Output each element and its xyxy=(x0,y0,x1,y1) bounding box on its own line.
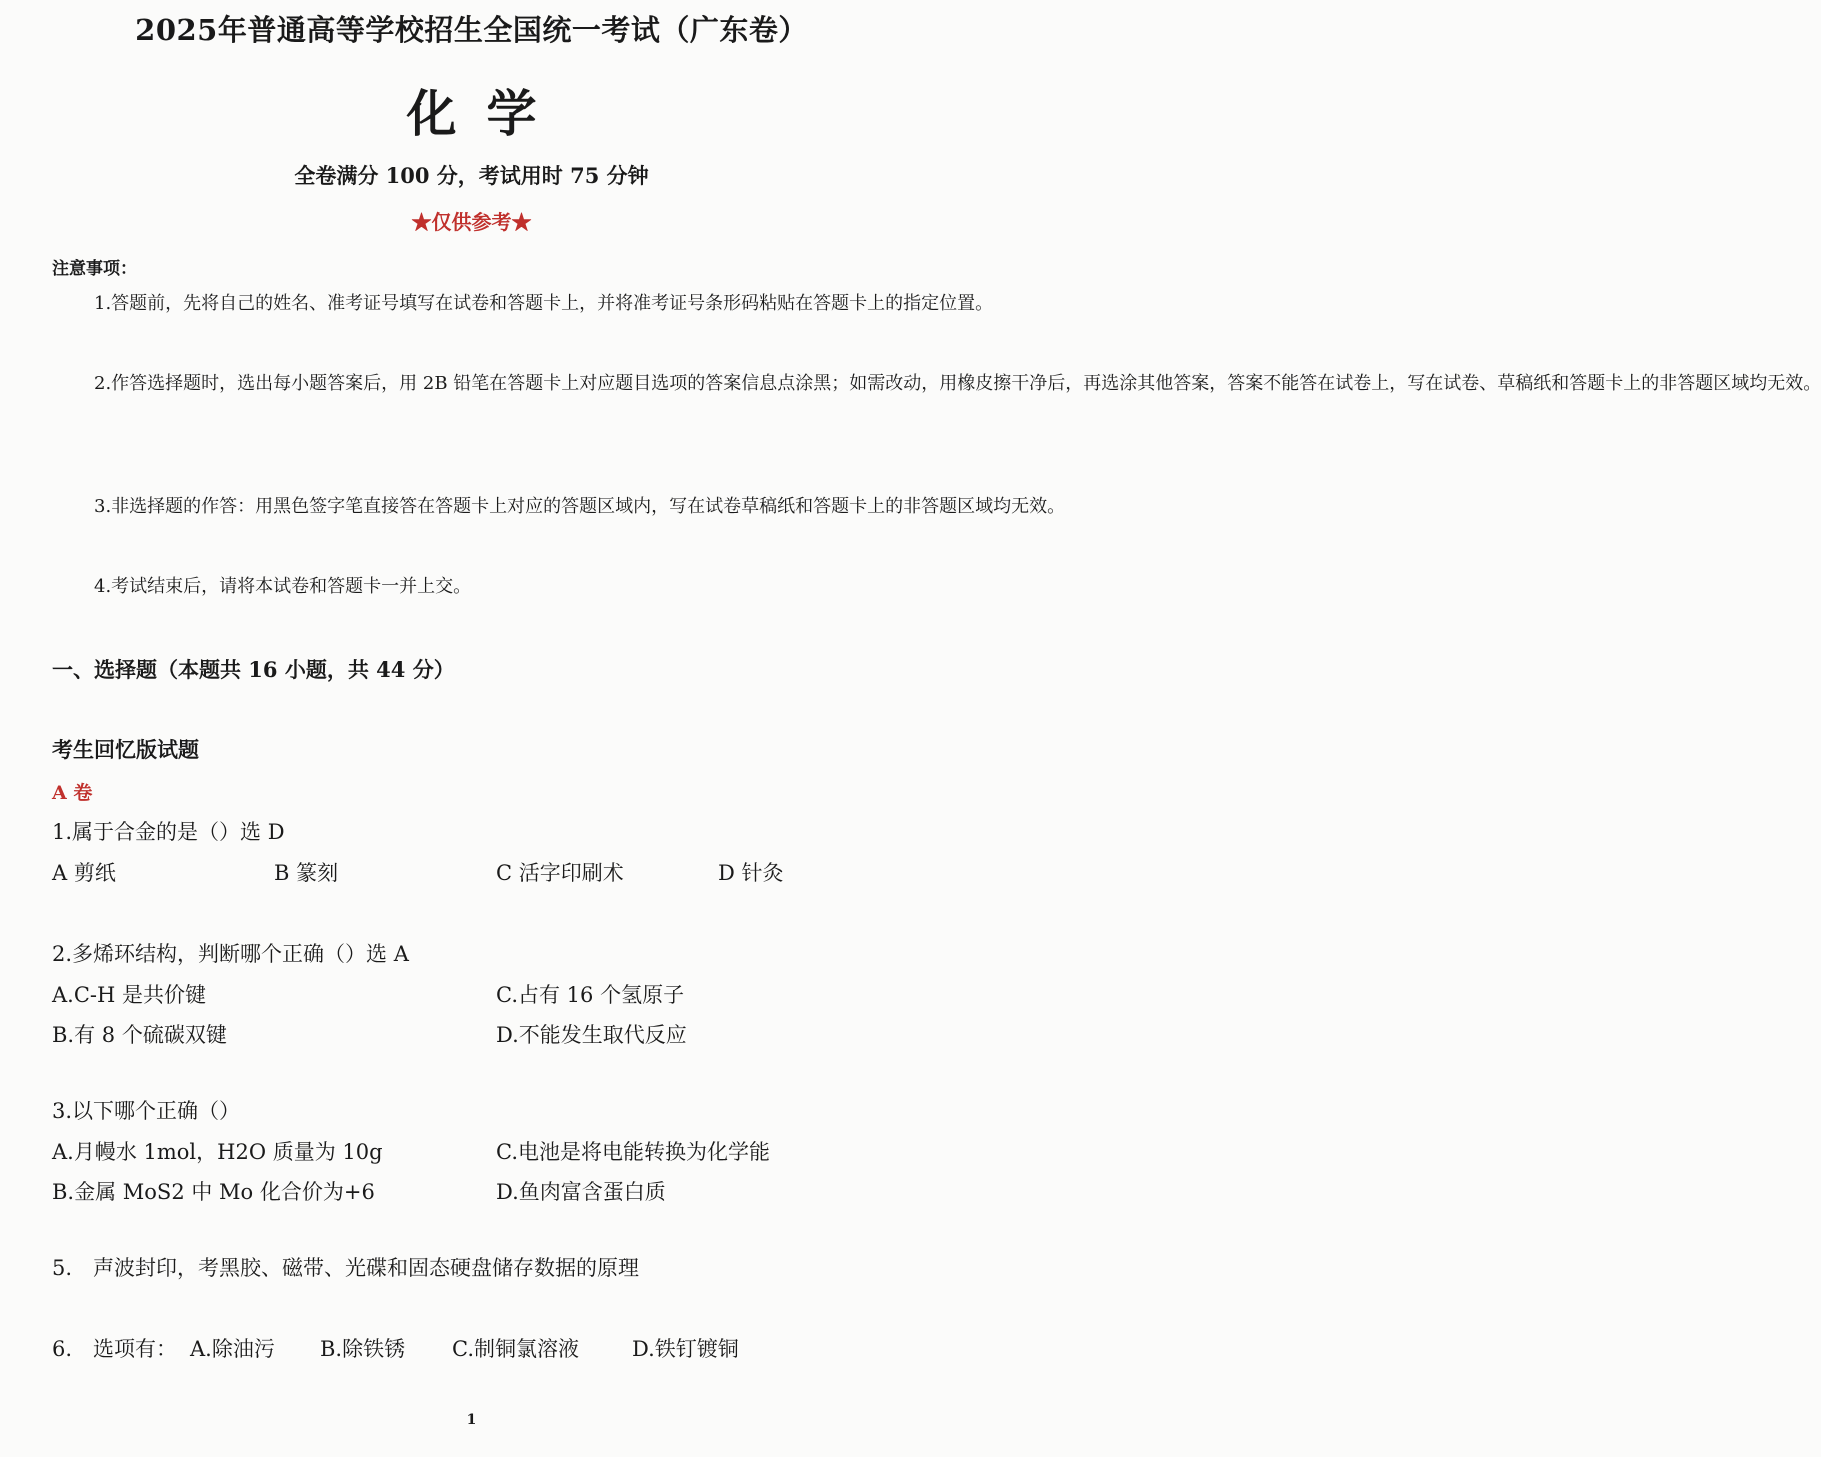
section-heading: 一、选择题（本题共 16 小题，共 44 分） xyxy=(52,657,455,682)
question-6-option-c: C.制铜氯溶液 xyxy=(452,1337,579,1361)
question-2-option-a: A.C-H 是共价键 xyxy=(52,983,206,1007)
question-6-option-a: A.除油污 xyxy=(190,1337,275,1361)
recall-heading: 考生回忆版试题 xyxy=(52,737,199,762)
question-1-option-a: A 剪纸 xyxy=(52,861,116,885)
exam-info: 全卷满分 100 分，考试用时 75 分钟 xyxy=(294,163,649,188)
notice-item-3: 3.非选择题的作答：用黑色签字笔直接答在答题卡上对应的答题区域内，写在试卷草稿纸和答题卡上的非答题区域均无效。 xyxy=(94,496,1066,517)
question-5-stem: 5. 声波封印，考黑胶、磁带、光碟和固态硬盘储存数据的原理 xyxy=(52,1256,640,1280)
subject-title: 化学 xyxy=(406,84,567,143)
reference-note: ★仅供参考★ xyxy=(411,210,532,234)
exam-title: 2025年普通高等学校招生全国统一考试（广东卷） xyxy=(135,13,808,47)
question-6-option-b: B.除铁锈 xyxy=(320,1337,406,1361)
notice-item-4: 4.考试结束后，请将本试卷和答题卡一并上交。 xyxy=(94,576,472,597)
question-2-option-d: D.不能发生取代反应 xyxy=(496,1023,687,1047)
question-1-option-b: B 篆刻 xyxy=(274,861,339,885)
question-3-option-d: D.鱼肉富含蛋白质 xyxy=(496,1180,666,1204)
notice-heading: 注意事项： xyxy=(52,259,137,279)
question-1-option-c: C 活字印刷术 xyxy=(496,861,624,885)
question-2-option-b: B.有 8 个硫碳双键 xyxy=(52,1023,227,1047)
question-2-option-c: C.占有 16 个氢原子 xyxy=(496,983,685,1007)
question-6-stem: 6. 选项有： xyxy=(52,1337,178,1361)
question-3-stem: 3.以下哪个正确（） xyxy=(52,1099,241,1123)
question-6-option-d: D.铁钉镀铜 xyxy=(632,1337,739,1361)
question-1-stem: 1.属于合金的是（）选 D xyxy=(52,820,285,844)
question-1-option-d: D 针灸 xyxy=(718,861,784,885)
question-3-option-c: C.电池是将电能转换为化学能 xyxy=(496,1140,770,1164)
notice-item-1: 1.答题前，先将自己的姓名、准考证号填写在试卷和答题卡上，并将准考证号条形码粘贴在答题卡上的指定位置。 xyxy=(94,293,994,314)
question-2-stem: 2.多烯环结构，判断哪个正确（）选 A xyxy=(52,942,409,966)
notice-item-2: 2.作答选择题时，选出每小题答案后，用 2B 铅笔在答题卡上对应题目选项的答案信息点涂黑；如需改动，用橡皮擦干净后，再选涂其他答案，答案不能答在试卷上，写在试卷、草稿纸和答题卡上的非答题区域均无效。 xyxy=(94,373,1821,394)
version-label: A 卷 xyxy=(52,782,93,804)
question-3-option-b: B.金属 MoS2 中 Mo 化合价为+6 xyxy=(52,1180,375,1204)
page-number: 1 xyxy=(466,1412,477,1428)
question-3-option-a: A.月幔水 1mol，H2O 质量为 10g xyxy=(52,1140,383,1164)
